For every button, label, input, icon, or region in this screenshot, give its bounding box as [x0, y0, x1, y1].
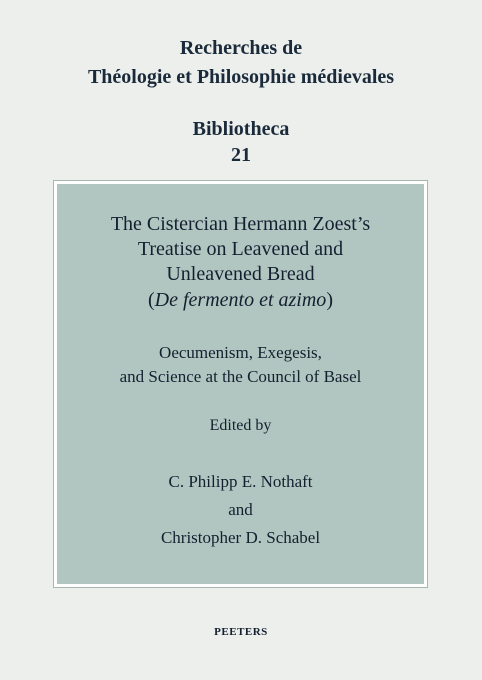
editor-name-2: Christopher D. Schabel	[160, 528, 321, 547]
editor-name-1: C. Philipp E. Nothaft	[168, 472, 313, 491]
latin-close-paren: )	[326, 289, 333, 311]
subtitle-line-1: Oecumenism, Exegesis,	[159, 343, 322, 362]
volume-number: 21	[231, 144, 251, 166]
title-panel	[57, 184, 424, 584]
publisher-name: PEETERS	[214, 626, 268, 638]
series-title-line-2: Théologie et Philosophie médievales	[87, 66, 395, 88]
book-title-line-3: Unleavened Bread	[166, 263, 315, 285]
latin-title-line	[57, 287, 424, 313]
latin-open-paren: (	[148, 289, 155, 311]
subtitle-line-2: and Science at the Council of Basel	[119, 367, 362, 386]
latin-title: De fermento et azimo	[154, 289, 327, 311]
bibliotheca-label: Bibliotheca	[192, 118, 290, 140]
book-title-line-2: Treatise on Leavened and	[137, 238, 344, 260]
title-panel-frame	[53, 180, 428, 588]
edited-by-label: Edited by	[209, 417, 272, 434]
book-title-line-1: The Cistercian Hermann Zoest’s	[110, 213, 371, 235]
series-title-line-1: Recherches de	[179, 37, 303, 59]
editor-conjunction: and	[228, 500, 253, 519]
